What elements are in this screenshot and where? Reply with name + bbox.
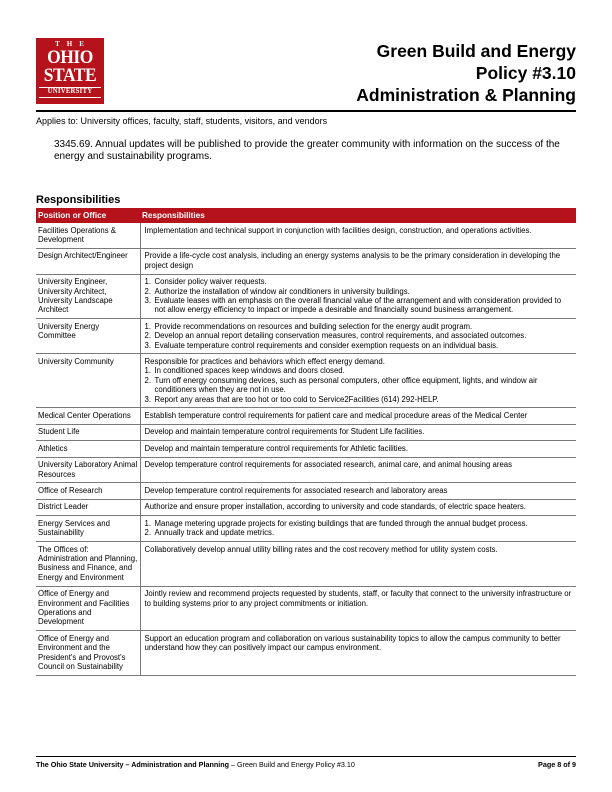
responsibility-list <box>145 322 575 350</box>
responsibility-text: Jointly review and recommend projects requested by students, staff, or faculty that connect to the university infrastructure or to building systems prior to any project commitments or initiation. <box>144 589 572 608</box>
responsibility-text: Develop and maintain temperature control requirements for Student Life facilities. <box>144 427 425 437</box>
position-cell: University Engineer, University Architect, University Landscape Architect <box>36 274 140 319</box>
title-line-3: Administration & Planning <box>356 85 576 105</box>
responsibility-item: Evaluate temperature control requirements and consider exemption requests on an individual basis. <box>154 340 499 350</box>
responsibility-item: Authorize the installation of window air conditioners in university buildings. <box>154 286 410 296</box>
responsibility-text: Provide a life-cycle cost analysis, including an energy systems analysis to be the primary consideration in developing the project design <box>144 251 561 270</box>
responsibility-list <box>145 366 575 404</box>
position-cell: University Energy Committee <box>36 319 140 354</box>
responsibility-cell <box>140 248 576 274</box>
responsibility-item: Provide recommendations on resources and building selection for the energy audit program. <box>154 321 473 331</box>
logo-state: STATE <box>43 65 97 86</box>
page-number: Page 8 of 9 <box>538 760 576 769</box>
section-heading: Responsibilities <box>36 194 121 206</box>
title-line-1: Green Build and Energy <box>376 41 576 61</box>
responsibility-item: Develop an annual report detailing conservation measures, control requirements, and associated outcomes. <box>154 331 527 341</box>
table-row <box>36 631 576 676</box>
document-title <box>356 40 576 106</box>
position-cell: Office of Energy and Environment and Facilities Operations and Development <box>36 586 140 631</box>
table-row <box>36 441 576 457</box>
header-divider <box>36 110 576 112</box>
responsibility-text: Implementation and technical support in conjunction with facilities design, construction, and operations activities. <box>144 225 532 235</box>
table-row <box>36 248 576 274</box>
table-row <box>36 541 576 586</box>
responsibility-cell <box>140 457 576 483</box>
table-row <box>36 457 576 483</box>
position-cell: Athletics <box>36 441 140 457</box>
responsibility-text: Collaboratively develop annual utility billing rates and the cost recovery method for utility system costs. <box>144 544 498 554</box>
responsibility-text: Develop temperature control requirements for associated research, animal care, and animal housing areas <box>144 460 513 470</box>
position-cell: Office of Energy and Environment and the President's and Provost's Council on Sustainability <box>36 631 140 676</box>
table-row <box>36 319 576 354</box>
responsibility-text: Authorize and ensure proper installation, according to university and code standards, of electric space heaters. <box>144 502 526 512</box>
responsibility-cell <box>140 319 576 354</box>
responsibility-cell <box>140 541 576 586</box>
responsibility-cell <box>140 631 576 676</box>
responsibility-cell <box>140 223 576 248</box>
table-row <box>36 586 576 631</box>
responsibility-text: Develop temperature control requirements for associated research and laboratory areas <box>144 485 448 495</box>
responsibility-cell <box>140 274 576 319</box>
logo-the: THE <box>55 40 91 48</box>
responsibility-list <box>145 277 575 315</box>
position-cell: Facilities Operations & Development <box>36 223 140 248</box>
table-row <box>36 408 576 424</box>
responsibility-item: Manage metering upgrade projects for existing buildings that are funded through the annual budget process. <box>154 518 528 528</box>
footer-left <box>36 760 355 769</box>
responsibility-item: Evaluate leases with an emphasis on the overall financial value of the arrangement and with consideration provided to not allow energy efficiency to impact or impede a desirable and financially sound business arrangement. <box>154 296 562 315</box>
table-header-row <box>36 208 576 223</box>
table-row <box>36 274 576 319</box>
responsibility-cell <box>140 408 576 424</box>
table-row <box>36 354 576 408</box>
responsibility-text: Develop and maintain temperature control requirements for Athletic facilities. <box>144 443 408 453</box>
table-row <box>36 223 576 248</box>
responsibility-cell <box>140 441 576 457</box>
responsibility-item: In conditioned spaces keep windows and doors closed. <box>154 366 345 376</box>
responsibilities-table <box>36 208 576 676</box>
responsibility-text: Support an education program and collaboration on various sustainability topics to allow the campus community to better understand how they can positively impact our campus environment. <box>144 633 561 653</box>
table-row <box>36 424 576 440</box>
responsibility-cell <box>140 516 576 542</box>
responsibility-item: Annually track and update metrics. <box>154 528 275 538</box>
responsibility-cell <box>140 586 576 631</box>
responsibility-item: Turn off energy consuming devices, such as personal computers, other office equipment, lights, and window air conditioners when they are not in use. <box>154 375 538 395</box>
logo-university: UNIVERSITY <box>39 87 101 98</box>
footer-org: The Ohio State University – Administration and Planning <box>36 760 230 769</box>
position-cell: The Offices of: Administration and Planning, Business and Finance, and Energy and Environment <box>36 541 140 586</box>
footer-doc: – Green Build and Energy Policy #3.10 <box>229 760 355 769</box>
position-cell: University Laboratory Animal Resources <box>36 457 140 483</box>
position-cell: Energy Services and Sustainability <box>36 516 140 542</box>
applies-to-line: Applies to: University offices, faculty, staff, students, visitors, and vendors <box>36 116 328 126</box>
responsibility-item: Report any areas that are too hot or too cold to Service2Facilities (614) 292-HELP. <box>154 394 439 404</box>
position-cell: Office of Research <box>36 483 140 499</box>
position-cell: University Community <box>36 354 140 408</box>
position-cell: District Leader <box>36 499 140 515</box>
responsibility-text: Establish temperature control requirements for patient care and medical procedure areas of the Medical Center <box>144 411 528 421</box>
title-line-2: Policy #3.10 <box>475 63 576 83</box>
table-row <box>36 483 576 499</box>
responsibility-cell <box>140 483 576 499</box>
ohio-state-logo <box>36 38 104 104</box>
position-cell: Student Life <box>36 424 140 440</box>
table-body <box>36 223 576 675</box>
header-responsibilities: Responsibilities <box>140 208 576 223</box>
responsibility-list <box>145 519 575 538</box>
position-cell: Medical Center Operations <box>36 408 140 424</box>
responsibility-cell <box>140 354 576 408</box>
position-cell: Design Architect/Engineer <box>36 248 140 274</box>
logo-ohio: OHIO <box>47 47 93 68</box>
responsibility-cell <box>140 424 576 440</box>
footer-divider <box>36 756 576 757</box>
intro-paragraph: 3345.69. Annual updates will be published to provide the greater community with information on the success of the energy and sustainability programs. <box>54 139 560 162</box>
header-position: Position or Office <box>36 208 140 223</box>
responsibility-cell <box>140 499 576 515</box>
responsibility-text: Responsible for practices and behaviors which effect energy demand. <box>144 357 385 366</box>
table-row <box>36 516 576 542</box>
responsibility-item: Consider policy waiver requests. <box>154 277 267 287</box>
table-row <box>36 499 576 515</box>
